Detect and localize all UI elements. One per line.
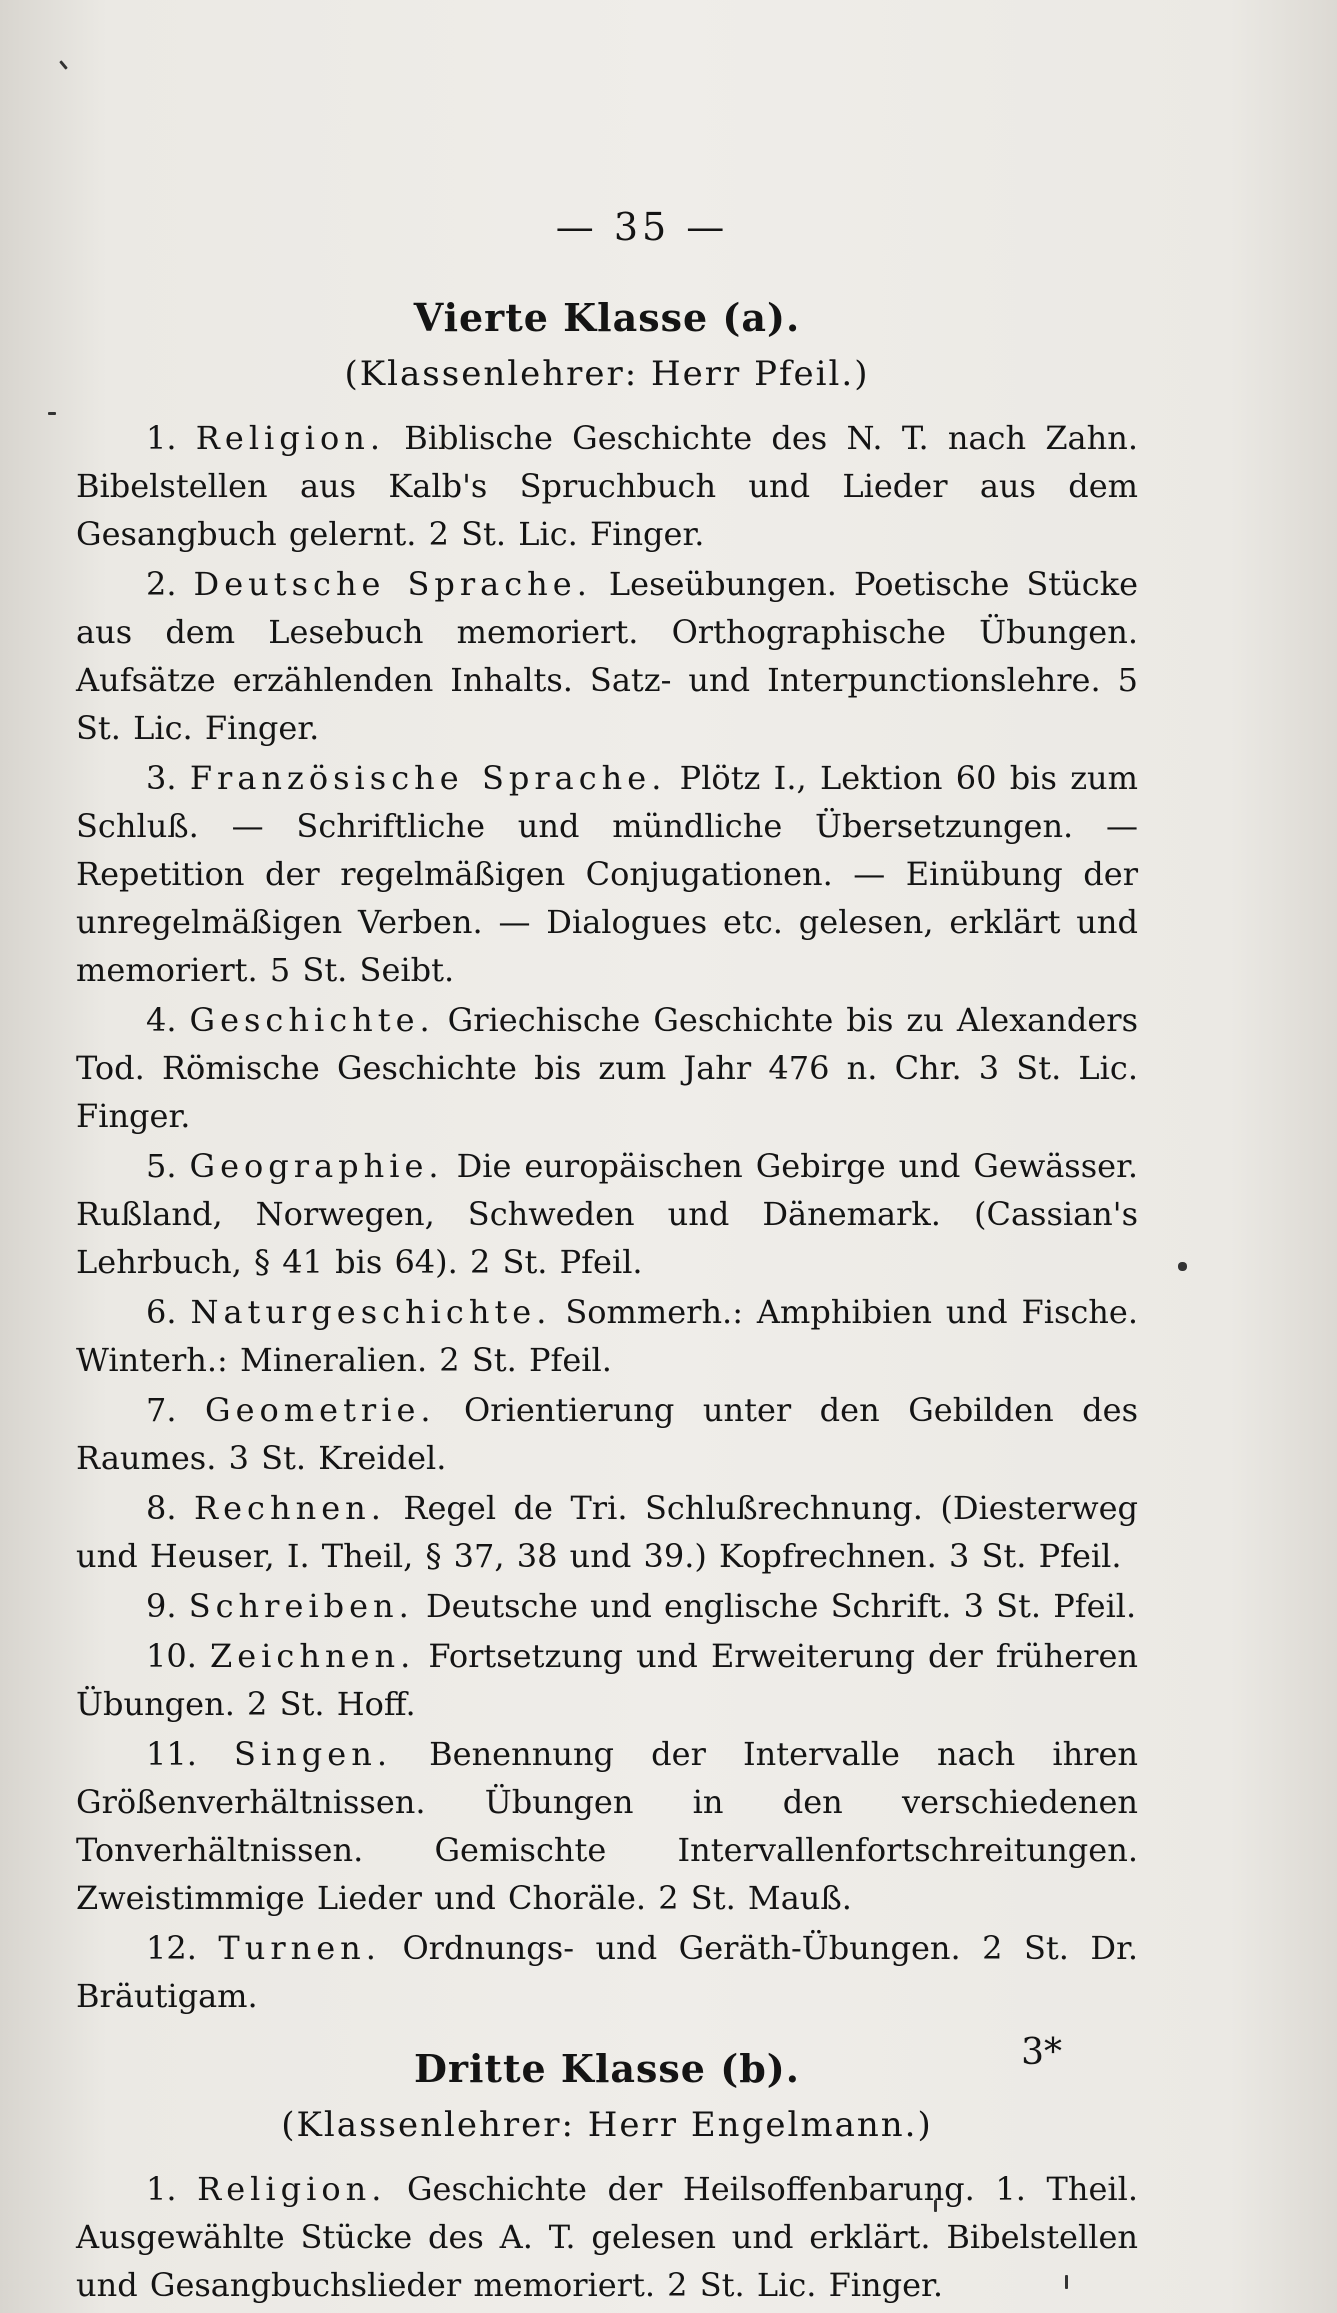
section-title: Dritte Klasse (b). [414, 2046, 800, 2091]
entry-text: Die europäischen Gebirge und Gewässer. Rußland, Norwegen, Schweden und Dänemark. (Cassian's Lehrbuch, § 41 bis 64). 2 St. Pfeil. [76, 1147, 1139, 1281]
entry-turnen [76, 1924, 1138, 2020]
entry-text: Orientierung unter den Gebilden des Raumes. 3 St. Kreidel. [76, 1391, 1138, 1477]
entry-text: Regel de Tri. Schlußrechnung. (Diesterweg und Heuser, I. Theil, § 37, 38 und 39.) Kopfrechnen. 3 St. Pfeil. [76, 1489, 1139, 1575]
entry-geographie [76, 1142, 1138, 1286]
entry-schreiben [76, 1582, 1138, 1630]
entry-text: Deutsche und englische Schrift. 3 St. Pfeil. [426, 1587, 1137, 1625]
entry-text: Fortsetzung und Erweiterung der früheren Übungen. 2 St. Hoff. [76, 1637, 1139, 1723]
section-teacher-line: (Klassenlehrer: Herr Engelmann.) [281, 2105, 933, 2145]
entry-number: 1. [146, 2170, 177, 2208]
entry-subject: Religion. [197, 2170, 387, 2208]
signature-mark: 3* [1021, 2032, 1062, 2073]
entry-rechnen [76, 1484, 1138, 1580]
entry-geschichte [76, 996, 1138, 1140]
entry-religion [76, 414, 1138, 558]
page-content [76, 205, 1138, 2311]
entry-text: Sommerh.: Amphibien und Fische. Winterh.: Mineralien. 2 St. Pfeil. [76, 1293, 1139, 1379]
entry-subject: Französische Sprache. [189, 759, 667, 797]
entry-subject: Schreiben. [188, 1587, 414, 1625]
entry-subject: Zeichnen. [210, 1637, 416, 1675]
entry-subject: Religion. [195, 419, 386, 457]
section-teacher-line: (Klassenlehrer: Herr Pfeil.) [344, 354, 870, 394]
speck-mark [1178, 1262, 1187, 1271]
section-vierte-klasse [76, 295, 1138, 2020]
entry-text: Ordnungs- und Geräth-Übungen. 2 St. Dr. Bräutigam. [76, 1929, 1139, 2015]
entry-subject: Deutsche Sprache. [193, 565, 592, 603]
speck-mark [48, 412, 56, 415]
entry-number: 1. [146, 419, 177, 457]
speck-mark [59, 60, 68, 70]
entry-singen [76, 1730, 1138, 1922]
entry-number: 8. [146, 1489, 177, 1527]
entry-subject: Turnen. [218, 1929, 381, 1967]
entry-text: Geschichte der Heilsoffenbarung. 1. Theil. Ausgewählte Stücke des A. T. gelesen und erklärt. Bibelstellen und Gesangbuchslieder memoriert. 2 St. Lic. Finger. [76, 2170, 1139, 2304]
entry-subject: Naturgeschichte. [190, 1293, 552, 1331]
entry-number: 4. [146, 1001, 177, 1039]
entry-number: 3. [146, 759, 177, 797]
entry-text: Griechische Geschichte bis zu Alexanders Tod. Römische Geschichte bis zum Jahr 476 n. Chr. 3 St. Lic. Finger. [76, 1001, 1138, 1135]
entry-text: Biblische Geschichte des N. T. nach Zahn. Bibelstellen aus Kalb's Spruchbuch und Lieder aus dem Gesangbuch gelernt. 2 St. Lic. Finger. [76, 419, 1139, 553]
entry-number: 10. [146, 1637, 197, 1675]
entry-subject: Singen. [234, 1735, 392, 1773]
entry-number: 9. [146, 1587, 177, 1625]
section-dritte-klasse [76, 2046, 1138, 2309]
entry-text: Benennung der Intervalle nach ihren Größenverhältnissen. Übungen in den verschiedenen Tonverhältnissen. Gemischte Intervallenfortschreitungen. Zweistimmige Lieder und Choräle. 2 St. Mauß. [76, 1735, 1139, 1917]
entry-subject: Geschichte. [189, 1001, 435, 1039]
entry-number: 5. [146, 1147, 177, 1185]
entry-subject: Geometrie. [205, 1391, 436, 1429]
entry-number: 12. [146, 1929, 197, 1967]
entry-text: Leseübungen. Poetische Stücke aus dem Lesebuch memoriert. Orthographische Übungen. Aufsätze erzählenden Inhalts. Satz- und Interpunctionslehre. 5 St. Lic. Finger. [76, 565, 1139, 747]
entry-zeichnen [76, 1632, 1138, 1728]
section-title: Vierte Klasse (a). [413, 295, 801, 340]
entry-geometrie [76, 1386, 1138, 1482]
entry-subject: Geographie. [189, 1147, 444, 1185]
entry-number: 2. [146, 565, 177, 603]
entry-religion [76, 2165, 1138, 2309]
entry-deutsche-sprache [76, 560, 1138, 752]
entry-number: 11. [146, 1735, 197, 1773]
entry-subject: Rechnen. [194, 1489, 386, 1527]
entry-number: 6. [146, 1293, 177, 1331]
entry-franzoesische-sprache [76, 754, 1138, 994]
entry-naturgeschichte [76, 1288, 1138, 1384]
page-number: — 35 — [555, 205, 729, 249]
entry-number: 7. [146, 1391, 177, 1429]
entry-text: Plötz I., Lektion 60 bis zum Schluß. — Schriftliche und mündliche Übersetzungen. — Repetition der regelmäßigen Conjugationen. — Einübung der unregelmäßigen Verben. — Dialogues etc. gelesen, erklärt und memoriert. 5 St. Seibt. [76, 759, 1139, 989]
